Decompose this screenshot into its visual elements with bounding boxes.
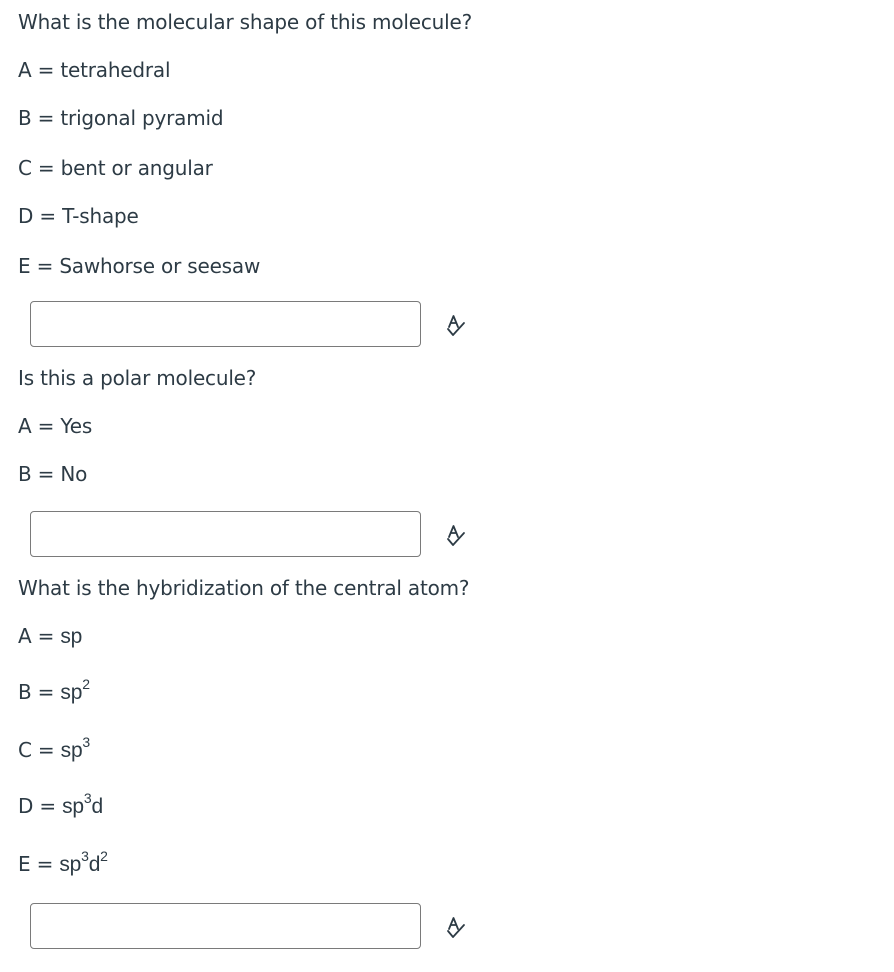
question-1-option-e: E = Sawhorse or seesaw (18, 254, 261, 278)
question-1-option-a: A = tetrahedral (18, 58, 171, 82)
question-2-option-a: A = Yes (18, 414, 93, 438)
question-3-option-d: $D = sp^3d$ (18, 790, 103, 818)
question-1-option-b: B = trigonal pyramid (18, 106, 224, 130)
question-2-answer-input[interactable] (30, 511, 421, 557)
question-1-option-c: C = bent or angular (18, 156, 213, 180)
question-3-option-e: $E = sp^3d^2$ (18, 848, 108, 876)
question-1-option-d: D = T-shape (18, 204, 139, 228)
question-3-option-c: $C = sp^3$ (18, 734, 91, 762)
spellcheck-icon[interactable] (443, 313, 469, 339)
spellcheck-icon[interactable] (443, 523, 469, 549)
question-2-option-b: B = No (18, 462, 88, 486)
question-3-prompt: What is the hybridization of the central atom? (18, 576, 470, 600)
question-2-prompt: Is this a polar molecule? (18, 366, 257, 390)
question-3-option-a: A = sp (18, 624, 83, 648)
spellcheck-icon[interactable] (443, 915, 469, 941)
question-3-answer-input[interactable] (30, 903, 421, 949)
question-3-option-b: $B = sp^2$ (18, 676, 90, 704)
question-1-answer-input[interactable] (30, 301, 421, 347)
question-1-prompt: What is the molecular shape of this molecule? (18, 10, 472, 34)
